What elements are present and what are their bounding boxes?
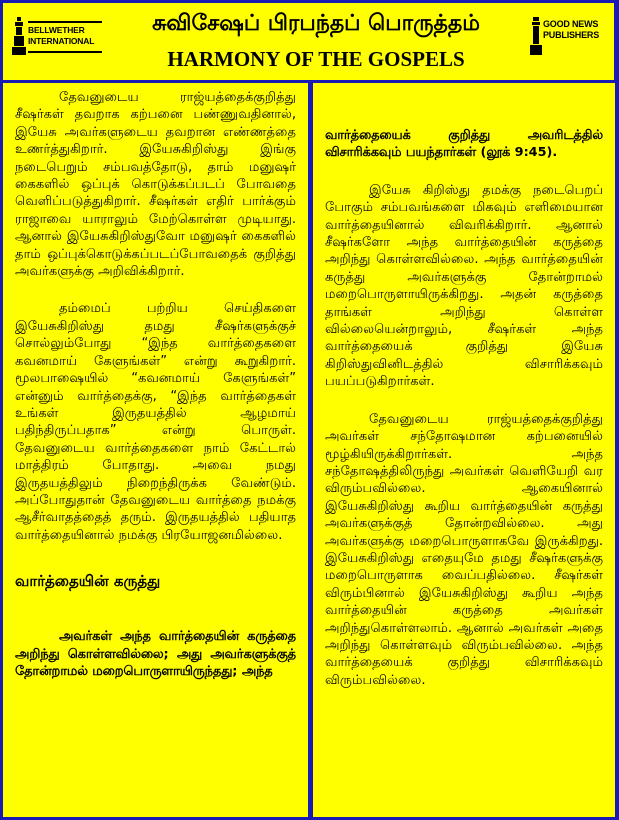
bellwether-logo: [8, 11, 108, 67]
logo-rule-top: [28, 21, 102, 23]
bell-icon: [12, 17, 26, 57]
lighthouse-icon: [529, 17, 543, 57]
logo-left-line2: INTERNATIONAL: [28, 36, 95, 46]
scripture-quote-start: அவர்கள் அந்த வார்த்தையின் கருத்தை அறிந்து கொள்ளவில்லை; அது அவர்களுக்குத் தோன்றாமல் மறைபொருளாயிருந்தது; அந்த: [15, 629, 296, 679]
left-column: [3, 83, 308, 817]
logo-left-text: [28, 25, 94, 47]
logo-left-line1: BELLWETHER: [28, 25, 85, 35]
logo-rule-bottom: [28, 51, 102, 53]
good-news-logo: [525, 11, 613, 67]
logo-right-text: [543, 19, 599, 41]
logo-right-line2: PUBLISHERS: [543, 30, 600, 40]
page-header: [3, 3, 614, 80]
right-paragraph-1: இயேசு கிறிஸ்து தமக்கு நடைபெறப் போகும் சம்பவங்களை மிகவும் எளிமையான வார்த்தையினால் விவரிக்கிறார். ஆனால் சீஷர்களோ அந்த வார்த்தையின் கருத்தை அறிந்து கொள்ளவில்லை. அந்த வார்த்தையின் கருத்து அவர்களுக்கு தோன்றாமல் மறைபொருளாயிருக்கிறது. அதன் கருத்தை தாங்கள் அறிந்து கொள்ள வில்லையென்றாலும், சீஷர்கள் அந்த வார்த்தையைக் குறித்து இயேசு கிறிஸ்துவினிடத்தில் விசாரிக்கவும் பயப்படுகிறார்கள்.: [325, 182, 603, 390]
section-subheading: வார்த்தையின் கருத்து: [15, 572, 161, 591]
logo-right-line1: GOOD NEWS: [543, 19, 599, 29]
left-paragraph-2: தம்மைப் பற்றிய செய்திகளை இயேசுகிறிஸ்து தமது சீஷர்களுக்குச் சொல்லும்போது “இந்த வார்த்தைகளை கவனமாய் கேளுங்கள்” என்று கூறுகிறார். மூலபாஷையில் “கவனமாய் கேளுங்கள்” என்னும் வார்த்தைக்கு, “இந்த வார்த்தைகள் உங்கள் இருதயத்தில் ஆழமாய் பதிந்திருப்பதாக” என்று பொருள். தேவனுடைய வார்த்தைகளை நாம் கேட்டால் மாத்திரம் போதாது. அவை நமது இருதயத்திலும் நிறைந்திருக்க வேண்டும். அப்போதுதான் தேவனுடைய வார்த்தை நமக்கு ஆசீர்வாதத்தைத் தரும். இருதயத்தில் பதியாத வார்த்தையினால் நமக்கு பிரயோஜனமில்லை.: [15, 301, 296, 543]
right-column: [313, 83, 615, 817]
right-paragraph-2: தேவனுடைய ராஜ்யத்தைக்குறித்து அவர்கள் சந்தோஷமான கற்பனையில் மூழ்கியிருக்கிறார்கள். அந்த சந்தோஷத்திலிருந்து அவர்கள் வெளியேறி வர விரும்பவில்லை. ஆகையினால் இயேசுகிறிஸ்து கூறிய வார்த்தையின் கருத்து அவர்களுக்குத் தோன்றவில்லை. அது அவர்களுக்கு மறைபொருளாகவே இருக்கிறது. இயேசுகிறிஸ்து எதையுமே தமது சீஷர்களுக்கு மறைபொருளாக வைப்பதில்லை. சீஷர்கள் விரும்பினால் இயேசுகிறிஸ்து கூறிய அந்த வார்த்தையின் கருத்தை அவர்கள் அறிந்துகொள்ளலாம். ஆனால் அவர்கள் அதை அறிந்து கொள்ளவும் விரும்பவில்லை. அந்த வார்த்தையைக் குறித்து விசாரிக்கவும் விரும்பவில்லை.: [325, 411, 603, 688]
left-paragraph-1: தேவனுடைய ராஜ்யத்தைக்குறித்து சீஷர்கள் தவறாக கற்பனை பண்ணுவதினால், இயேசு அவர்களுடைய தவறான எண்ணத்தை உணர்த்துகிறார். இயேசுகிறிஸ்து இங்கு நடைபெறும் சம்பவத்தோடு, தாம் மனுஷர் கைகளில் ஒப்புக் கொடுக்கப்படப் போவதை வெளிப்படுத்துகிறார். சீஷர்கள் எதிர் பார்க்கும் ராஜாவை யாராலும் மேற்கொள்ள முடியாது. ஆனால் இயேசுகிறிஸ்துவோ மனுஷர் கைகளில் தாம் ஒப்புக்கொடுக்கப்படப்போவதைக் குறித்து அவர்களுக்கு அறிவிக்கிறார்.: [15, 90, 296, 280]
title-tamil: சுவிசேஷப் பிரபந்தப் பொருத்தம்: [152, 11, 480, 36]
scripture-quote-end: வார்த்தையைக் குறித்து அவரிடத்தில் விசாரிக்கவும் பயந்தார்கள் (லூக் 9:45).: [325, 128, 603, 161]
title-english: HARMONY OF THE GOSPELS: [167, 47, 465, 71]
